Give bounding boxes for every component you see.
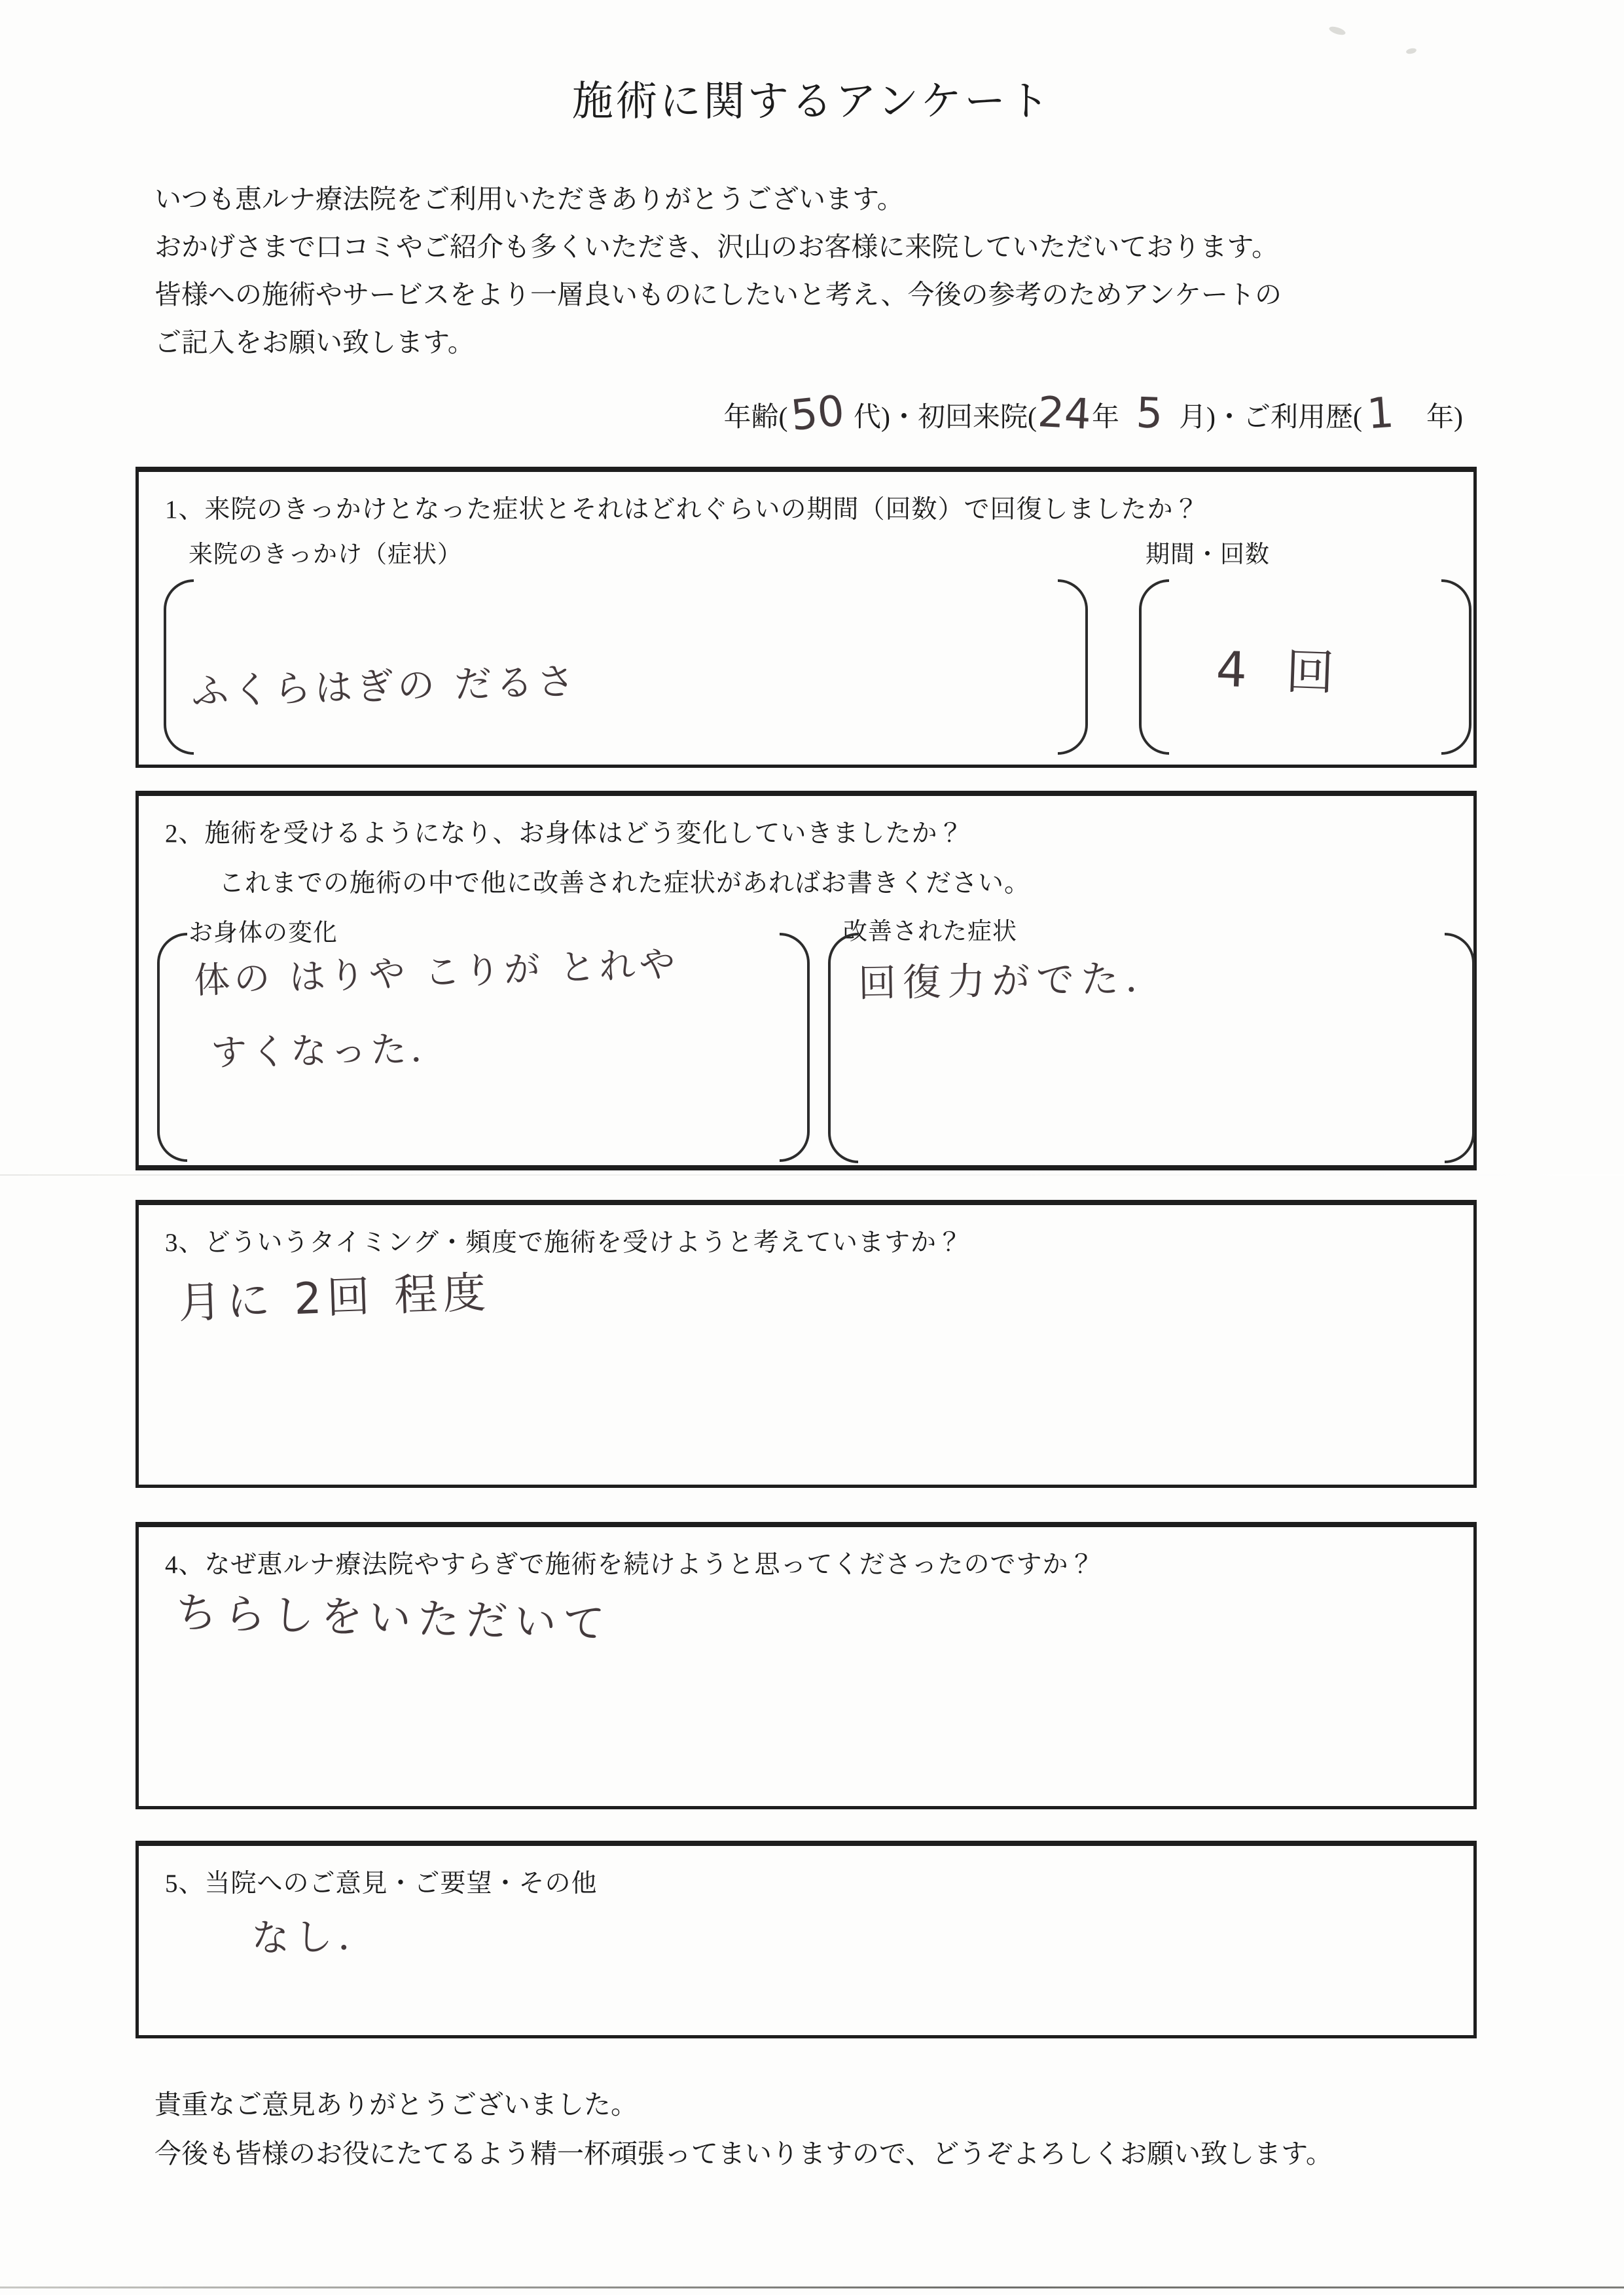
paper-fold-line	[0, 1174, 1624, 1176]
bracket-left-icon	[1139, 579, 1169, 755]
intro-paragraph	[154, 175, 1477, 367]
scan-artifact	[1328, 25, 1346, 37]
question-box-4	[135, 1522, 1477, 1809]
profile-line	[723, 386, 1463, 441]
body-change-handwritten-line1: 体の はりや こりが とれや	[193, 943, 680, 1002]
improved-symptom-handwritten-answer: 回復力がでた．	[857, 955, 1170, 1006]
age-label: 年齢(	[723, 403, 788, 433]
question-box-1	[135, 467, 1477, 768]
question-2-subtext: これまでの施術の中で他に改善された症状があればお書きください。	[219, 869, 1031, 897]
intro-line: 皆様への施術やサービスをより一層良いものにしたいと考え、今後の参考のためアンケートの	[154, 280, 1282, 310]
question-5-text: 5、当院へのご意見・ご要望・その他	[165, 1870, 598, 1898]
first-visit-year-label: 年	[1092, 403, 1127, 433]
bracket-right-icon	[780, 933, 810, 1162]
closing-line: 貴重なご意見ありがとうございました。	[154, 2089, 638, 2120]
frequency-handwritten-answer: 月に 2回 程度	[177, 1267, 492, 1329]
bracket-right-icon	[1441, 579, 1471, 755]
question-3-text: 3、どういうタイミング・頻度で施術を受けようと考えていますか？	[165, 1229, 963, 1257]
symptom-handwritten-answer: ふくらはぎの だるさ	[190, 660, 579, 714]
closing-paragraph	[154, 2080, 1529, 2178]
reason-handwritten-answer: ちらしをいただいて	[174, 1589, 612, 1649]
age-value-handwritten: 50	[788, 386, 846, 441]
intro-line: ご記入をお願い致します。	[154, 327, 475, 357]
symptom-field-label: 来院のきっかけ（症状）	[189, 541, 462, 568]
bracket-right-icon	[1445, 933, 1475, 1163]
question-box-2	[135, 791, 1477, 1170]
closing-line: 今後も皆様のお役にたてるよう精一杯頑張ってまいりますので、どうぞよろしくお願い致します。	[154, 2139, 1333, 2169]
question-box-3	[135, 1200, 1477, 1488]
intro-line: いつも恵ルナ療法院をご利用いただきありがとうございます。	[154, 184, 904, 214]
bracket-right-icon	[1058, 579, 1088, 755]
page-title: 施術に関するアンケート	[571, 79, 1053, 124]
period-handwritten-answer: 4 回	[1215, 641, 1347, 702]
symptom-answer-area	[164, 579, 1088, 755]
improved-symptom-field-label: 改善された症状	[843, 918, 1017, 945]
scan-edge-line	[0, 2286, 1624, 2288]
first-visit-month-handwritten: 5	[1134, 389, 1164, 439]
scan-artifact	[1405, 47, 1416, 54]
first-visit-year-handwritten: 24	[1036, 388, 1092, 440]
period-answer-area	[1139, 579, 1471, 755]
comments-handwritten-answer: なし．	[251, 1913, 382, 1961]
question-1-text: 1、来院のきっかけとなった症状とそれはどれぐらいの期間（回数）で回復しましたか？	[165, 496, 1200, 524]
question-2-text: 2、施術を受けるようになり、お身体はどう変化していきましたか？	[165, 820, 964, 848]
body-change-answer-area	[157, 933, 810, 1162]
usage-years-handwritten: 1	[1365, 388, 1396, 439]
period-field-label: 期間・回数	[1146, 541, 1270, 568]
improved-symptom-answer-area	[828, 933, 1475, 1163]
intro-line: おかげさまで口コミやご紹介も多くいただき、沢山のお客様に来院していただいております。	[154, 232, 1279, 262]
bracket-left-icon	[828, 933, 858, 1163]
usage-close-label: 年)	[1399, 403, 1463, 433]
age-close-label: 代)・初回来院(	[846, 403, 1037, 433]
first-visit-month-close-label: 月)・ご利用歴(	[1172, 403, 1362, 433]
question-box-5	[135, 1841, 1477, 2038]
question-4-text: 4、なぜ恵ルナ療法院やすらぎで施術を続けようと思ってくださったのですか？	[165, 1551, 1095, 1579]
bracket-left-icon	[157, 933, 187, 1162]
bracket-left-icon	[164, 579, 194, 755]
body-change-handwritten-line2: すくなった．	[210, 1027, 451, 1074]
body-change-field-label: お身体の変化	[189, 920, 338, 947]
